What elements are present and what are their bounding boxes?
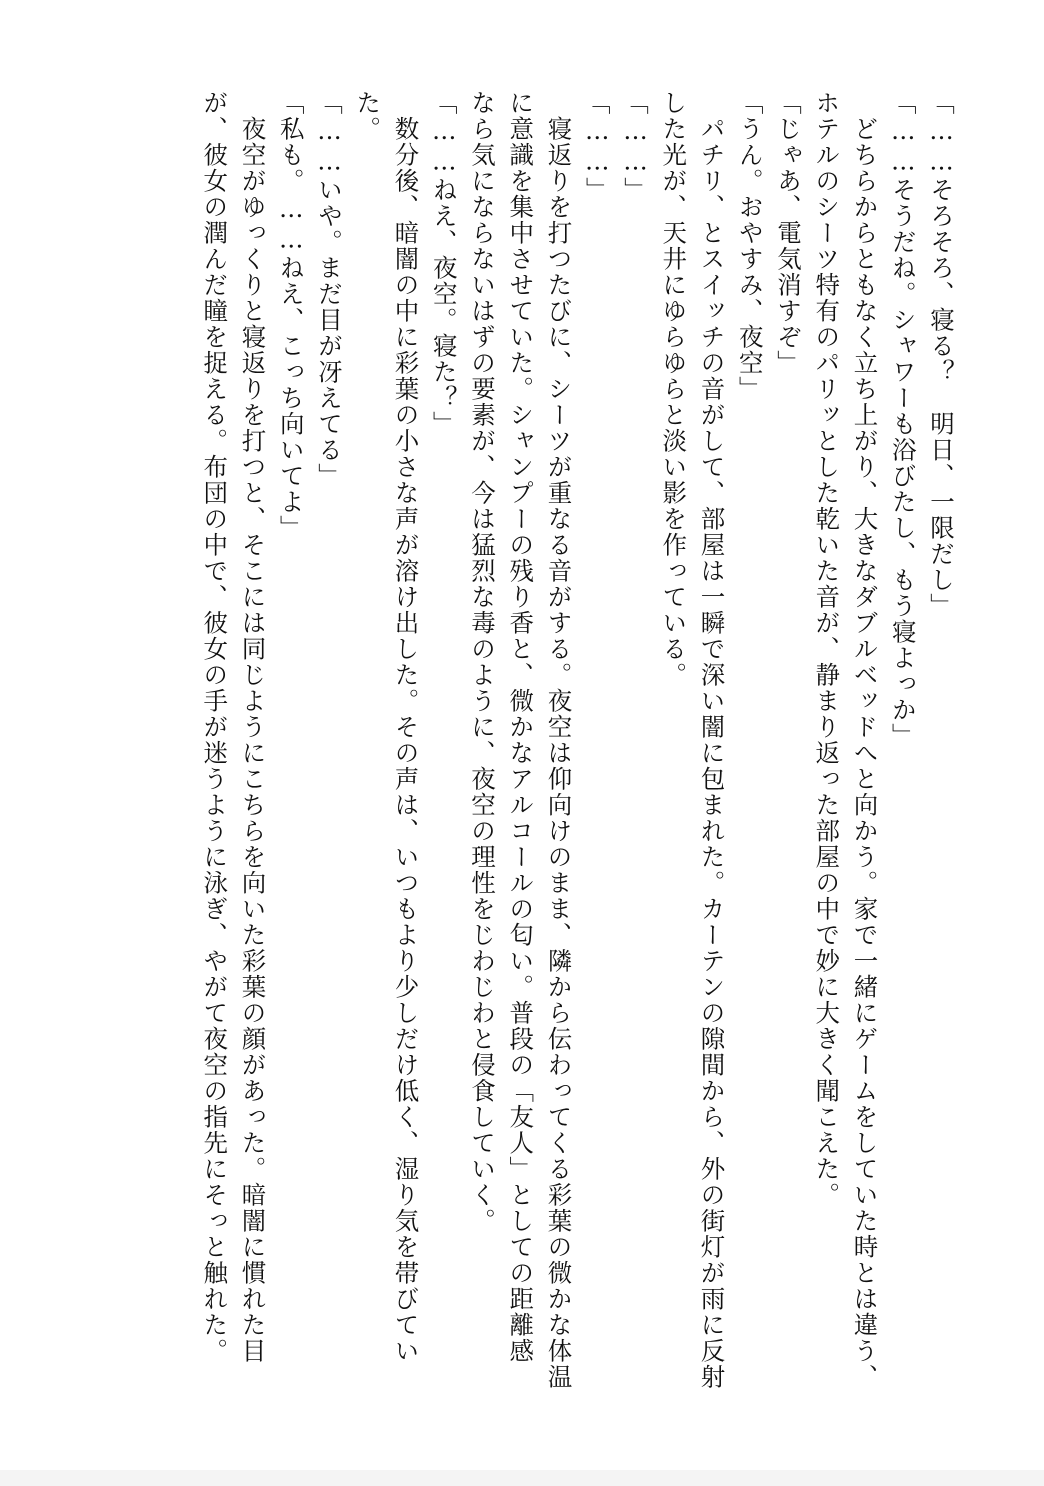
text-line: 「……」 [621,90,650,203]
text-line: した光が、天井にゆらゆらと淡い影を作っている。 [659,90,689,688]
text-line: が、彼女の潤んだ瞳を捉える。布団の中で、彼女の手が迷うように泳ぎ、やがて夜空の指先にそっと触れた。 [200,90,230,1364]
text-line: 寝返りを打つたびに、シーツが重なる音がする。夜空は仰向けのまま、隣から伝わってくる彩葉の微かな体温 [544,90,574,1390]
text-line: 「……いや。まだ目が冴えてる」 [315,90,344,489]
text-line: 「……」 [582,90,612,203]
text-line: 「……ねえ、夜空。寝た？」 [429,90,459,437]
text-line: 「じゃあ、電気消すぞ」 [774,90,803,376]
text-line: どちらからともなく立ち上がり、大きなダブルベッドへと向かう。家で一緒にゲームをしていた時とは違う、 [850,90,880,1390]
novel-text-body [195,90,960,1400]
text-line: なら気にならないはずの要素が、今は猛烈な毒のように、夜空の理性をじわじわと侵食していく。 [468,90,497,1234]
text-line: 「私も。……ねえ、こっち向いてよ」 [276,90,306,541]
text-line: ホテルのシーツ特有のパリッとした乾いた音が、静まり返った部屋の中で妙に大きく聞こえた。 [812,90,842,1208]
text-line: 「……そろそろ、寝る？ 明日、一限だし」 [927,90,956,619]
text-line: 数分後、暗闇の中に彩葉の小さな声が溶け出した。その声は、いつもより少しだけ低く、湿り気を帯びてい [391,90,421,1364]
text-line: 夜空がゆっくりと寝返りを打つと、そこには同じようにこちらを向いた彩葉の顔があった。暗闇に慣れた目 [238,90,268,1364]
page-bottom-edge [0,1470,1044,1486]
text-line: 「……そうだね。シャワーも浴びたし、もう寝よっか」 [888,90,918,749]
text-line: パチリ、とスイッチの音がして、部屋は一瞬で深い闇に包まれた。カーテンの隙間から、外の街灯が雨に反射 [697,90,727,1390]
text-line: た。 [353,90,383,142]
text-line: に意識を集中させていた。シャンプーの残り香と、微かなアルコールの匂い。普段の「友人」としての距離感 [506,90,536,1364]
text-line: 「うん。おやすみ、夜空」 [735,90,765,402]
